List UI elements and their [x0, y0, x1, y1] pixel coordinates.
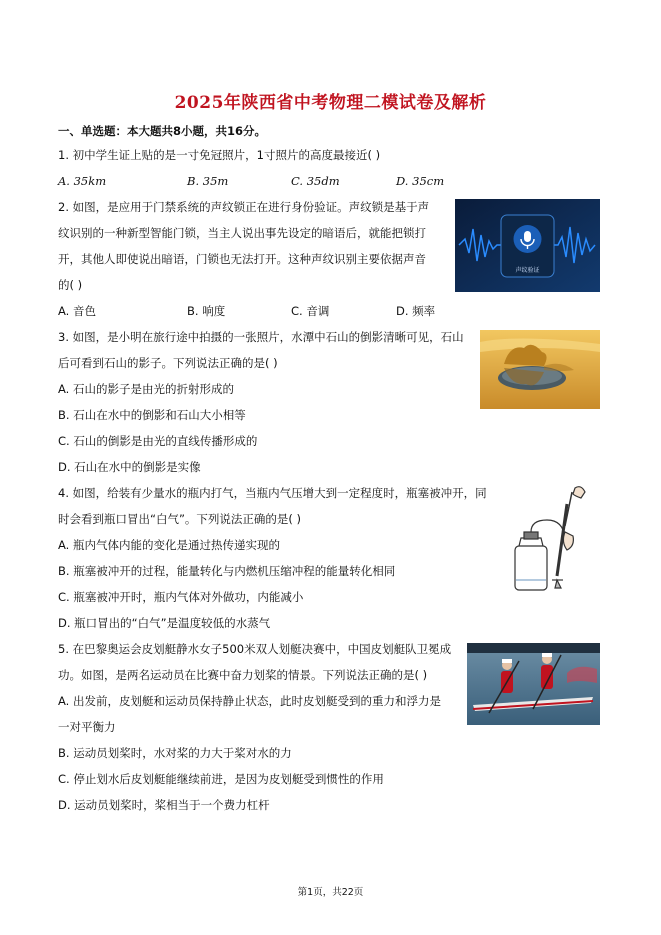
page-footer: 第1页，共22页 — [297, 887, 364, 898]
q5-option-d: D. 运动员划桨时，桨相当于一个费力杠杆 — [58, 798, 270, 812]
q3-option-a: A. 石山的影子是由光的折射形成的 — [58, 382, 234, 396]
q3-option-d: D. 石山在水中的倒影是实像 — [58, 460, 201, 474]
q5-option-b: B. 运动员划桨时，水对桨的力大于桨对水的力 — [58, 746, 292, 760]
q1-option-a: A. 35km — [58, 174, 107, 188]
bottle-pump-diagram — [505, 484, 600, 594]
question-2-line-1: 2. 如图，是应用于门禁系统的声纹锁正在进行身份验证。声纹锁是基于声 — [58, 200, 430, 214]
question-3-line-2: 后可看到石山的影子。下列说法正确的是( ) — [58, 356, 278, 370]
q1-option-d: D. 35cm — [396, 174, 445, 188]
q2-option-b: B. 响度 — [187, 304, 226, 318]
q4-option-b: B. 瓶塞被冲开的过程，能量转化与内燃机压缩冲程的能量转化相同 — [58, 564, 396, 578]
q1-option-c: C. 35dm — [291, 174, 340, 188]
q5-option-a-line-2: 一对平衡力 — [58, 720, 116, 734]
q3-option-b: B. 石山在水中的倒影和石山大小相等 — [58, 408, 246, 422]
question-2-line-3: 开，其他人即使说出暗语，门锁也无法打开。这种声纹识别主要依据声音 — [58, 252, 426, 266]
question-4-line-1: 4. 如图，给装有少量水的瓶内打气，当瓶内气压增大到一定程度时，瓶塞被冲开，同 — [58, 486, 487, 500]
q2-option-d: D. 频率 — [396, 304, 436, 318]
q3-option-c: C. 石山的倒影是由光的直线传播形成的 — [58, 434, 258, 448]
q4-option-c: C. 瓶塞被冲开时，瓶内气体对外做功，内能减小 — [58, 590, 304, 604]
canoe-race-photo — [467, 643, 600, 725]
question-3-line-1: 3. 如图，是小明在旅行途中拍摄的一张照片，水潭中石山的倒影清晰可见，石山 — [58, 330, 464, 344]
question-2-line-2: 纹识别的一种新型智能门锁，当主人说出事先设定的暗语后，就能把锁打 — [58, 226, 426, 240]
section-heading: 一、单选题：本大题共8小题，共16分。 — [58, 124, 267, 138]
rock-reflection-photo — [480, 330, 600, 409]
q4-option-d: D. 瓶口冒出的“白气”是温度较低的水蒸气 — [58, 616, 271, 630]
question-1-stem: 1. 初中学生证上贴的是一寸免冠照片，1寸照片的高度最接近( ) — [58, 148, 381, 162]
question-5-line-2: 功。如图，是两名运动员在比赛中奋力划桨的情景。下列说法正确的是( ) — [58, 668, 428, 682]
q5-option-a-line-1: A. 出发前，皮划艇和运动员保持静止状态，此时皮划艇受到的重力和浮力是 — [58, 694, 441, 708]
voiceprint-caption: 声纹验证 — [515, 267, 540, 274]
voiceprint-lock-image — [455, 199, 600, 292]
q2-option-c: C. 音调 — [291, 304, 330, 318]
question-4-line-2: 时会看到瓶口冒出“白气”。下列说法正确的是( ) — [58, 512, 302, 526]
q2-option-a: A. 音色 — [58, 304, 96, 318]
q5-option-c: C. 停止划水后皮划艇能继续前进，是因为皮划艇受到惯性的作用 — [58, 772, 384, 786]
question-5-line-1: 5. 在巴黎奥运会皮划艇静水女子500米双人划艇决赛中，中国皮划艇队卫冕成 — [58, 642, 452, 656]
q4-option-a: A. 瓶内气体内能的变化是通过热传递实现的 — [58, 538, 280, 552]
page-title: 2025年陕西省中考物理二模试卷及解析 — [174, 93, 487, 113]
q1-option-b: B. 35m — [187, 174, 229, 188]
question-2-line-4: 的( ) — [58, 278, 83, 292]
